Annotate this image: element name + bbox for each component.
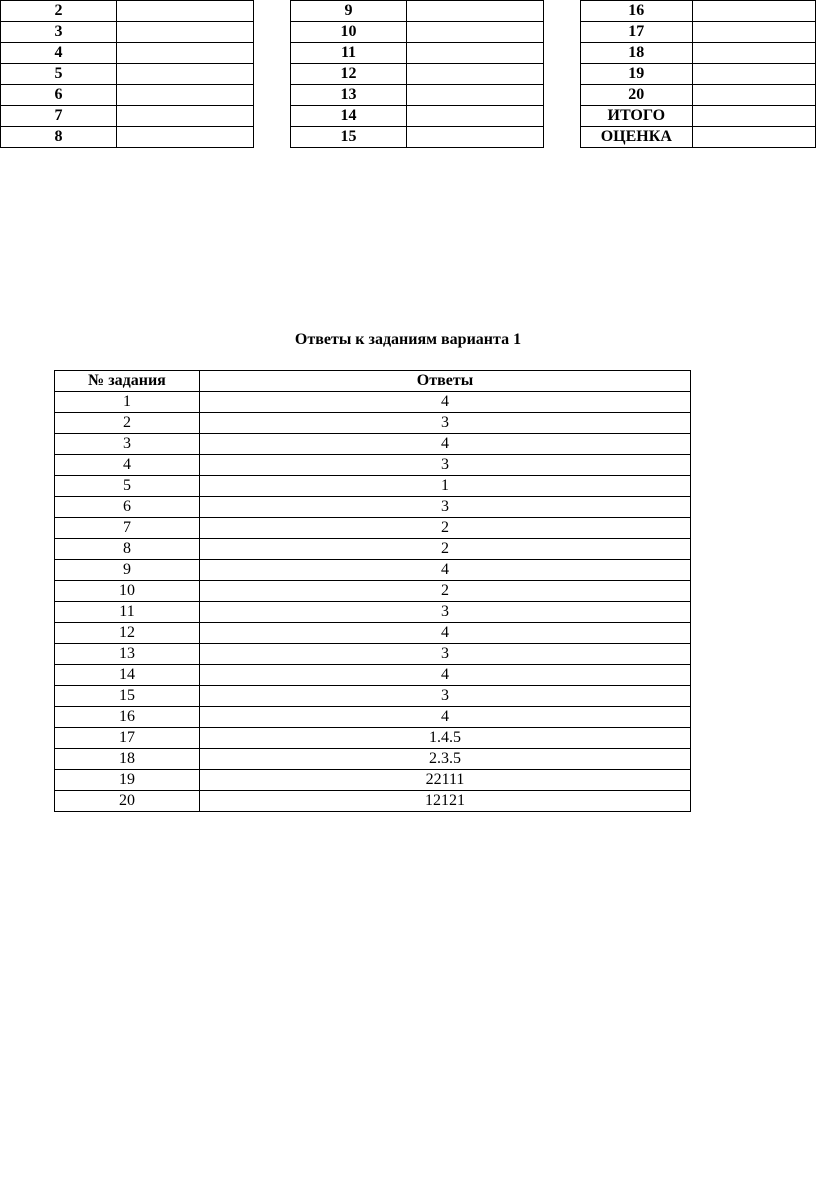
answer-cell: 2 bbox=[200, 581, 691, 602]
score-row bbox=[1, 85, 254, 106]
table-row bbox=[55, 749, 691, 770]
score-task-label: 9 bbox=[291, 1, 407, 22]
answer-cell: 3 bbox=[200, 644, 691, 665]
table-row bbox=[55, 791, 691, 812]
answer-cell: 1 bbox=[200, 476, 691, 497]
score-points-cell bbox=[117, 85, 254, 106]
table-row bbox=[55, 770, 691, 791]
score-row bbox=[291, 43, 544, 64]
task-number-cell: 8 bbox=[55, 539, 200, 560]
score-task-label: 15 bbox=[291, 127, 407, 148]
table-row bbox=[55, 560, 691, 581]
score-row bbox=[291, 64, 544, 85]
score-row bbox=[581, 106, 816, 127]
table-row bbox=[55, 497, 691, 518]
task-number-cell: 2 bbox=[55, 413, 200, 434]
task-number-cell: 15 bbox=[55, 686, 200, 707]
score-row bbox=[291, 106, 544, 127]
header-task-number: № задания bbox=[55, 371, 200, 392]
task-number-cell: 9 bbox=[55, 560, 200, 581]
score-row bbox=[291, 127, 544, 148]
score-points-cell bbox=[117, 22, 254, 43]
answer-cell: 2.3.5 bbox=[200, 749, 691, 770]
score-row bbox=[581, 64, 816, 85]
task-number-cell: 17 bbox=[55, 728, 200, 749]
score-task-label: 5 bbox=[1, 64, 117, 85]
table-row bbox=[55, 413, 691, 434]
answer-cell: 22111 bbox=[200, 770, 691, 791]
score-points-cell bbox=[692, 22, 815, 43]
score-points-cell bbox=[692, 43, 815, 64]
score-task-label: ОЦЕНКА bbox=[581, 127, 693, 148]
score-task-label: 19 bbox=[581, 64, 693, 85]
task-number-cell: 10 bbox=[55, 581, 200, 602]
score-points-cell bbox=[117, 64, 254, 85]
score-points-cell bbox=[692, 127, 815, 148]
task-number-cell: 12 bbox=[55, 623, 200, 644]
answer-cell: 3 bbox=[200, 602, 691, 623]
score-row bbox=[1, 22, 254, 43]
table-row bbox=[55, 728, 691, 749]
score-points-cell bbox=[407, 43, 544, 64]
header-answers: Ответы bbox=[200, 371, 691, 392]
score-row bbox=[1, 106, 254, 127]
score-points-cell bbox=[692, 64, 815, 85]
table-row bbox=[55, 518, 691, 539]
score-points-cell bbox=[407, 1, 544, 22]
score-points-cell bbox=[407, 106, 544, 127]
task-number-cell: 16 bbox=[55, 707, 200, 728]
score-points-cell bbox=[692, 1, 815, 22]
score-row bbox=[1, 1, 254, 22]
score-row bbox=[1, 127, 254, 148]
score-task-label: 4 bbox=[1, 43, 117, 64]
table-row bbox=[55, 434, 691, 455]
score-task-label: 3 bbox=[1, 22, 117, 43]
score-points-cell bbox=[407, 64, 544, 85]
score-task-label: 18 bbox=[581, 43, 693, 64]
score-row bbox=[581, 43, 816, 64]
table-row bbox=[55, 686, 691, 707]
score-row bbox=[581, 22, 816, 43]
task-number-cell: 3 bbox=[55, 434, 200, 455]
score-table-3 bbox=[580, 0, 816, 148]
score-task-label: 12 bbox=[291, 64, 407, 85]
answer-cell: 3 bbox=[200, 686, 691, 707]
answer-cell: 4 bbox=[200, 665, 691, 686]
table-row bbox=[55, 539, 691, 560]
task-number-cell: 18 bbox=[55, 749, 200, 770]
score-task-label: 14 bbox=[291, 106, 407, 127]
score-points-cell bbox=[117, 43, 254, 64]
score-task-label: 13 bbox=[291, 85, 407, 106]
table-row bbox=[55, 392, 691, 413]
score-row bbox=[581, 85, 816, 106]
score-points-cell bbox=[117, 1, 254, 22]
answer-cell: 4 bbox=[200, 707, 691, 728]
score-points-cell bbox=[117, 106, 254, 127]
score-points-cell bbox=[407, 22, 544, 43]
answer-cell: 3 bbox=[200, 455, 691, 476]
task-number-cell: 13 bbox=[55, 644, 200, 665]
task-number-cell: 7 bbox=[55, 518, 200, 539]
task-number-cell: 20 bbox=[55, 791, 200, 812]
table-row bbox=[55, 665, 691, 686]
score-task-label: 10 bbox=[291, 22, 407, 43]
score-row bbox=[1, 43, 254, 64]
score-table-1 bbox=[0, 0, 254, 148]
table-row bbox=[55, 602, 691, 623]
score-points-cell bbox=[692, 85, 815, 106]
score-row bbox=[291, 1, 544, 22]
answer-cell: 4 bbox=[200, 392, 691, 413]
score-row bbox=[581, 1, 816, 22]
score-points-cell bbox=[407, 127, 544, 148]
table-row bbox=[55, 707, 691, 728]
task-number-cell: 11 bbox=[55, 602, 200, 623]
score-task-label: 6 bbox=[1, 85, 117, 106]
table-row bbox=[55, 455, 691, 476]
score-points-cell bbox=[692, 106, 815, 127]
answer-cell: 4 bbox=[200, 434, 691, 455]
task-number-cell: 6 bbox=[55, 497, 200, 518]
table-row bbox=[55, 581, 691, 602]
table-row bbox=[55, 623, 691, 644]
answers-header-row bbox=[55, 371, 691, 392]
score-row bbox=[1, 64, 254, 85]
answers-table bbox=[54, 370, 691, 812]
answer-cell: 4 bbox=[200, 623, 691, 644]
answers-title: Ответы к заданиям варианта 1 bbox=[294, 331, 522, 348]
score-task-label: 2 bbox=[1, 1, 117, 22]
score-points-cell bbox=[407, 85, 544, 106]
score-table-2 bbox=[290, 0, 544, 148]
answer-cell: 2 bbox=[200, 518, 691, 539]
score-task-label: ИТОГО bbox=[581, 106, 693, 127]
task-number-cell: 14 bbox=[55, 665, 200, 686]
task-number-cell: 1 bbox=[55, 392, 200, 413]
score-task-label: 8 bbox=[1, 127, 117, 148]
score-task-label: 17 bbox=[581, 22, 693, 43]
table-row bbox=[55, 476, 691, 497]
task-number-cell: 4 bbox=[55, 455, 200, 476]
score-task-label: 11 bbox=[291, 43, 407, 64]
answer-cell: 3 bbox=[200, 497, 691, 518]
score-points-cell bbox=[117, 127, 254, 148]
score-task-label: 7 bbox=[1, 106, 117, 127]
score-row bbox=[291, 85, 544, 106]
answer-cell: 3 bbox=[200, 413, 691, 434]
table-row bbox=[55, 644, 691, 665]
score-task-label: 16 bbox=[581, 1, 693, 22]
score-row bbox=[581, 127, 816, 148]
score-row bbox=[291, 22, 544, 43]
answer-cell: 12121 bbox=[200, 791, 691, 812]
answer-cell: 1.4.5 bbox=[200, 728, 691, 749]
task-number-cell: 19 bbox=[55, 770, 200, 791]
answer-cell: 2 bbox=[200, 539, 691, 560]
task-number-cell: 5 bbox=[55, 476, 200, 497]
answer-cell: 4 bbox=[200, 560, 691, 581]
score-task-label: 20 bbox=[581, 85, 693, 106]
